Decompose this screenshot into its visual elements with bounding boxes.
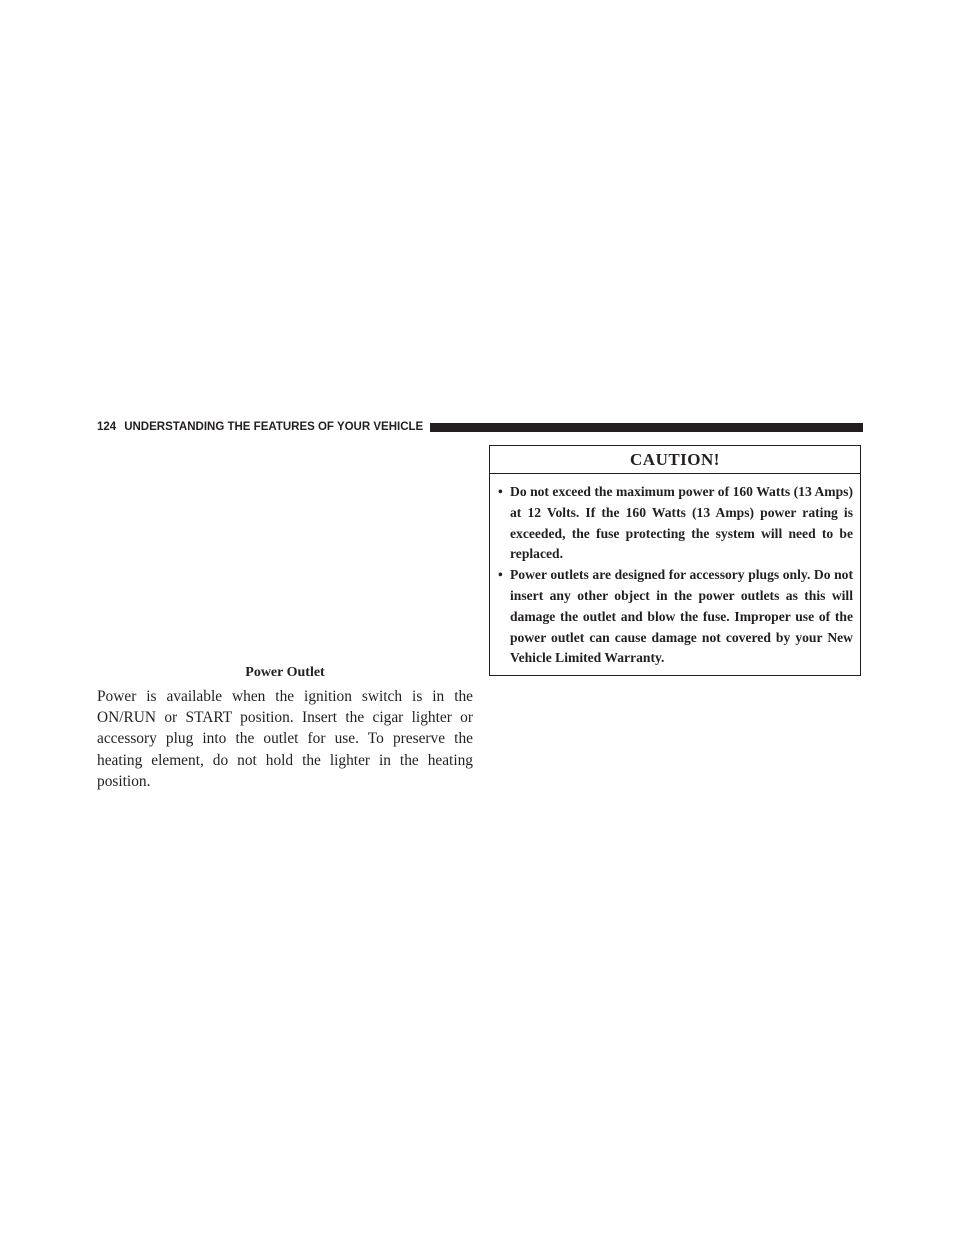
figure-caption: Power Outlet	[245, 665, 325, 680]
caution-item-text: Do not exceed the maximum power of 160 Watts (13 Amps) at 12 Volts. If the 160 Watts (13 Amps) power rating is exceeded, the fuse protecting the system will need to be replaced.	[510, 484, 853, 562]
caution-list	[490, 474, 860, 669]
caution-item-text: Power outlets are designed for accessory plugs only. Do not insert any other object in the power outlets as this will damage the outlet and blow the fuse. Improper use of the power outlet can cause damage not covered by your New Vehicle Limited Warranty.	[510, 567, 853, 666]
caution-title: CAUTION!	[490, 446, 860, 474]
header-rule	[430, 423, 863, 432]
figure-image-area	[97, 445, 473, 660]
page-number: 124	[97, 421, 117, 433]
caution-box	[489, 445, 861, 676]
bullet-icon: •	[498, 567, 503, 583]
caution-item	[498, 565, 853, 669]
caution-item	[498, 482, 853, 565]
bullet-icon: •	[498, 484, 503, 499]
body-paragraph: Power is available when the ignition switch is in the ON/RUN or START position. Insert the cigar lighter or accessory plug into the outlet for use. To preserve the heating element, do not hold the lighter in the heating position.	[97, 688, 473, 790]
page-header	[97, 419, 863, 435]
section-title: UNDERSTANDING THE FEATURES OF YOUR VEHICLE	[124, 421, 424, 433]
